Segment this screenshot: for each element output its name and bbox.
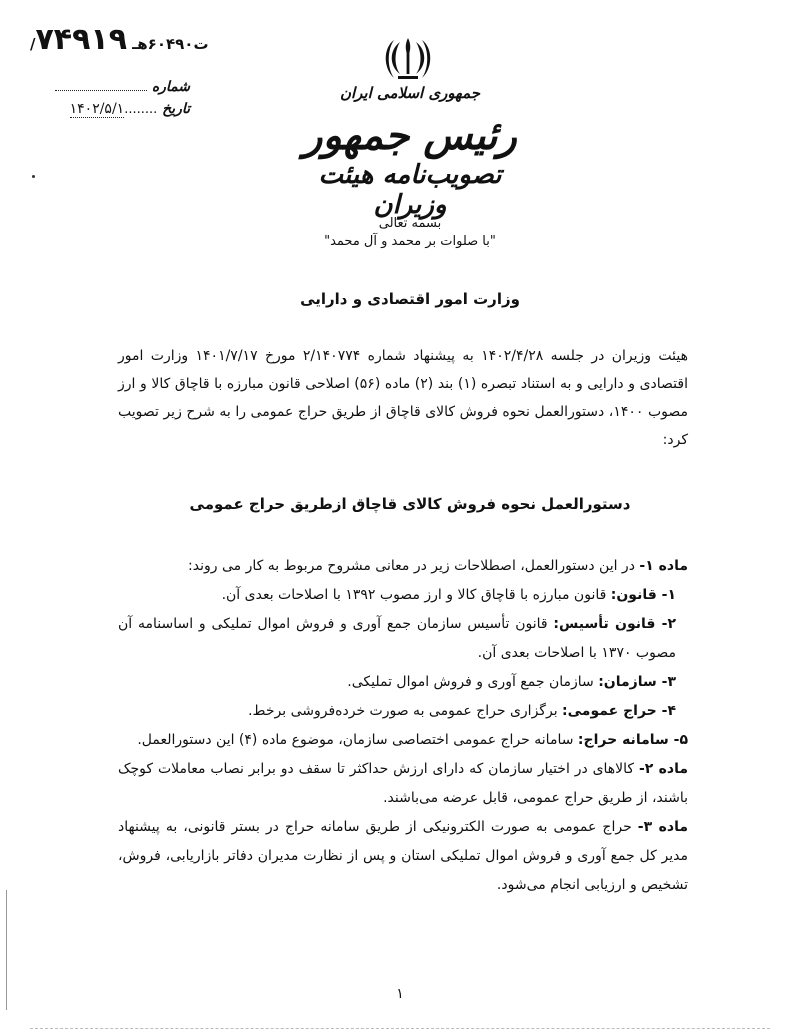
article-2-text: کالاهای در اختیار سازمان که دارای ارزش حداکثر تا سقف دو برابر نصاب معاملات کوچک باشند، از طریق حراج عمومی، قابل عرضه می‌باشند. [118, 761, 688, 806]
definition-item [118, 668, 688, 697]
definition-term: ۱- قانون: [610, 587, 676, 603]
article-3-label: ماده ۳- [637, 819, 688, 835]
date-label: تاریخ [162, 101, 190, 117]
definition-text: سامانه حراج عمومی اختصاصی سازمان، موضوع ماده (۴) این دستورالعمل. [137, 732, 578, 748]
invocation-line-2: "با صلوات بر محمد و آل محمد" [324, 234, 496, 249]
article-1-label: ماده ۱- [639, 558, 688, 574]
regulation-title: دستورالعمل نحوه فروش کالای قاچاق ازطریق حراج عمومی [189, 495, 631, 513]
number-blank [55, 78, 147, 91]
definition-term: ۳- سازمان: [598, 674, 676, 690]
definition-text: قانون مبارزه با قاچاق کالا و ارز مصوب ۱۳۹۲ با اصلاحات بعدی آن. [221, 587, 611, 603]
intro-paragraph: هیئت وزیران در جلسه ۱۴۰۲/۴/۲۸ به پیشنهاد شماره ۲/۱۴۰۷۷۴ مورخ ۱۴۰۱/۷/۱۷ وزارت امور اقتصادی و دارایی و به استناد تبصره (۱) بند (۲) ماده (۵۶) اصلاحی قانون مبارزه با قاچاق کالا و ارز مصوب ۱۴۰۰، دستورالعمل نحوه فروش کالای قاچاق از طریق حراج عمومی را به شرح زیر تصویب کرد: [118, 348, 688, 448]
addressee: وزارت امور اقتصادی و دارایی [300, 290, 520, 308]
government-title: جمهوری اسلامی ایران [339, 84, 481, 102]
definition-term: ۲- قانون تأسیس: [553, 616, 676, 632]
number-row [30, 76, 190, 98]
article-2 [118, 755, 688, 813]
date-value: ۱۴۰۲/۵/۱ [69, 101, 125, 117]
scan-bottom-line [30, 1028, 770, 1029]
definition-item [118, 697, 688, 726]
definition-text: قانون تأسیس سازمان جمع آوری و فروش اموال تملیکی و اساسنامه آن مصوب ۱۳۷۰ با اصلاحات بعدی آن. [118, 616, 676, 661]
iran-emblem-icon [381, 34, 435, 82]
margin-dot [32, 175, 35, 178]
invocation-line-1: بسمه تعالی [378, 216, 442, 231]
definition-item [118, 610, 688, 668]
scan-edge-line [6, 890, 7, 1010]
document-meta [30, 76, 190, 121]
article-1-text: در این دستورالعمل، اصطلاحات زیر در معانی مشروح مربوط به کار می روند: [188, 558, 640, 574]
article-2-label: ماده ۲- [638, 761, 688, 777]
definition-text: برگزاری حراج عمومی به صورت خرده‌فروشی برخط. [248, 703, 563, 719]
page-number: ۱ [396, 986, 404, 1002]
number-label: شماره [151, 79, 190, 95]
regulation-body [118, 552, 688, 900]
article-1 [118, 552, 688, 581]
article-3 [118, 813, 688, 900]
definition-term: ۵- سامانه حراج: [577, 732, 688, 748]
cabinet-decree-title: تصویب‌نامه هیئت وزیران [318, 160, 502, 220]
presidency-title: رئیس جمهور [303, 112, 517, 159]
definition-text: سازمان جمع آوری و فروش اموال تملیکی. [347, 674, 599, 690]
definition-item [118, 726, 688, 755]
definition-item [118, 581, 688, 610]
registration-suffix: /ت۶۰۴۹۰هـ [30, 35, 209, 53]
definition-term: ۴- حراج عمومی: [562, 703, 676, 719]
date-row: تاریخ ........۱۴۰۲/۵/۱ [69, 101, 190, 117]
registration-number [30, 22, 209, 57]
article-3-text: حراج عمومی به صورت الکترونیکی از طریق سامانه حراج در بستر قانونی، به پیشنهاد مدیر کل جمع آوری و فروش اموال تملیکی استان و پس از نظارت مدیران دفاتر بازاریابی، فروش، تشخیص و ارزیابی انجام می‌شود. [118, 819, 688, 893]
registration-digits: ۷۴۹۱۹ [35, 22, 128, 57]
